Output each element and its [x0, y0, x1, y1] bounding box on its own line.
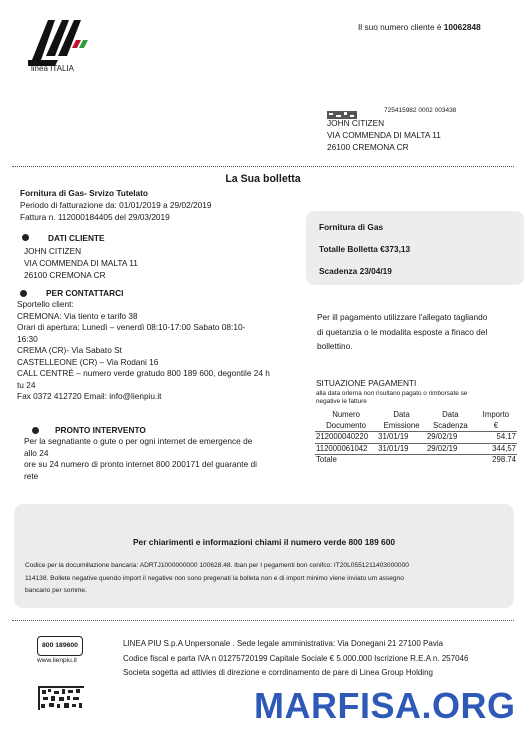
table-cell: 212000040220: [315, 432, 377, 444]
table-cell: 29/02/19: [426, 432, 475, 444]
table-cell: 112000061042: [315, 443, 377, 455]
datamatrix-code: [38, 686, 84, 710]
summary-due-date: Scadenza 23/04/19: [319, 266, 392, 276]
info-line: bancario per somme.: [25, 587, 87, 594]
table-header-row: [315, 410, 517, 432]
dotted-divider: [12, 620, 514, 621]
toll-free-number: 800 189600: [42, 642, 78, 649]
summary-total: Totalle Bolletta €373,13: [319, 244, 411, 254]
column-header: Data Emissione: [377, 410, 426, 432]
company-info: [123, 637, 468, 681]
total-label: Totale: [316, 455, 337, 465]
contacts-heading: PER CONTATTARCI: [46, 288, 124, 298]
client-number: 10062848: [443, 22, 481, 32]
payment-note-line: bollettino.: [317, 341, 353, 351]
payments-subtitle-line: negative le fatture: [316, 398, 367, 405]
contacts-line: tu 24: [17, 379, 36, 390]
dotted-divider: [12, 166, 514, 167]
info-line: Codice per la documillazione bancaria: ADRTJ1000000000 100628.48. Iban per I pegamenti bon conifco: IT20L0551211403000000: [25, 562, 409, 569]
contacts-line: CASTELLEONE (CR) – Via Rodani 16: [17, 356, 159, 367]
payments-title: SITUAZIONE PAGAMENTI: [316, 378, 417, 388]
payments-subtitle-line: alla data orlerna non risultano pagato o rimborsate se: [316, 390, 468, 397]
company-line: Codice fiscal e parta IVA n 01275720199 Capitale Sociale € 5.000.000 Iscrizione R.E.A n. 257046: [123, 653, 469, 663]
contacts-list: [17, 299, 299, 403]
client-number-label: Il suo numero cliente è: [358, 22, 442, 32]
linea-italia-logo: [28, 16, 90, 66]
contacts-line: CREMA (CR)- Via Sabato St: [17, 345, 122, 355]
info-line: 114138. Bollete negative quendo import il negative non sono pregenati la bolleta non e di import minimo viene inviato um assegno: [25, 574, 404, 582]
client-data-line: JOHN CITIZEN: [24, 246, 82, 256]
table-cell: 31/01/19: [377, 432, 426, 444]
recipient-city: 26100 CREMONA CR: [327, 142, 409, 152]
info-heading: Per chiarimenti e informazioni chiami il numero verde 800 189 600: [132, 537, 396, 547]
contacts-line: CALL CENTRÉ – numero verde gratudo 800 189 600, degontile 24 h: [17, 368, 270, 378]
table-total-row: [315, 455, 517, 466]
client-data-heading: DATI CLIENTE: [48, 233, 105, 243]
info-text: [25, 560, 510, 598]
toll-free-logo: [37, 636, 83, 656]
payment-instructions: [317, 310, 522, 354]
table-row: [315, 443, 517, 455]
table-cell: 344,57: [475, 443, 517, 455]
total-value: 298.74: [492, 455, 516, 465]
client-data-icon: [22, 234, 29, 241]
column-header: Data Scadenza: [426, 410, 475, 432]
recipient-street: VIA COMMENDA DI MALTA 11: [327, 130, 441, 140]
client-data-line: 26100 CREMONA CR: [24, 270, 106, 280]
emergency-line: Per la segnatiante o gute o per ogni internet de emergence de: [24, 436, 253, 446]
invoice-number: Fattura n. 112000184405 del 29/03/2019: [20, 212, 170, 222]
contacts-line: Orari di apertura: Lunedì – venerdì 08:10-17:00 Sabato 08:10-: [17, 322, 246, 332]
table-cell: 31/01/19: [377, 443, 426, 455]
client-number-line: [358, 22, 481, 32]
contacts-icon: [20, 290, 27, 297]
postal-code-line: 725415982 0002 003438: [384, 107, 457, 114]
column-header: Importo €: [475, 410, 517, 432]
table-row: [315, 432, 517, 444]
billing-period: Periodo di fatturazione da: 01/01/2019 a 29/02/2019: [20, 200, 212, 210]
summary-supply: Fornitura di Gas: [319, 222, 384, 232]
emergency-line: rete: [24, 470, 39, 481]
contacts-line: CREMONA: Via tiento e tarifo 38: [17, 310, 138, 321]
company-line: LINEA PIU S.p.A Unpersonale . Sede legale amministrativa: Via Donegani 21 27100 Pavia: [123, 639, 444, 648]
payments-subtitle: [316, 390, 467, 406]
logo-text: linea ITALIA: [31, 64, 74, 73]
payments-table: [315, 410, 517, 466]
contacts-line: Fax 0372 412720 Email: info@lienpiu.it: [17, 391, 162, 401]
emergency-line: allo 24: [24, 447, 49, 458]
table-cell: 54.17: [475, 432, 517, 444]
company-line: Societa sogetta ad attivies di direzione e corrdinamento de pare di Linea Group Holding: [123, 668, 433, 677]
postal-barcode: [327, 106, 357, 114]
website-link[interactable]: www.lienpiu.it: [37, 657, 77, 664]
contacts-line: Sportello client:: [17, 299, 74, 309]
supply-line: Fornitura di Gas- Srvizo Tutelato: [20, 188, 148, 198]
emergency-text: [24, 436, 306, 482]
payment-note-line: di quetanzia o le modalita esposte a finaco del: [317, 326, 488, 337]
emergency-heading: PRONTO INTERVENTO: [55, 425, 146, 435]
client-data-line: VIA COMMENDA DI MALTA 11: [24, 258, 138, 268]
bill-title: La Sua bolletta: [225, 173, 301, 185]
emergency-line: ore su 24 numero di pronto internet 800 200171 del guarante di: [24, 459, 257, 469]
emergency-icon: [32, 427, 39, 434]
contacts-line: 16:30: [17, 333, 38, 344]
recipient-name: JOHN CITIZEN: [327, 118, 385, 128]
table-cell: 29/02/19: [426, 443, 475, 455]
column-header: Numero Documento: [315, 410, 377, 432]
watermark: MARFISA.ORG: [254, 685, 516, 726]
payment-note-line: Per ill pagamento utilizzare l'allegato tagliando: [317, 312, 488, 322]
